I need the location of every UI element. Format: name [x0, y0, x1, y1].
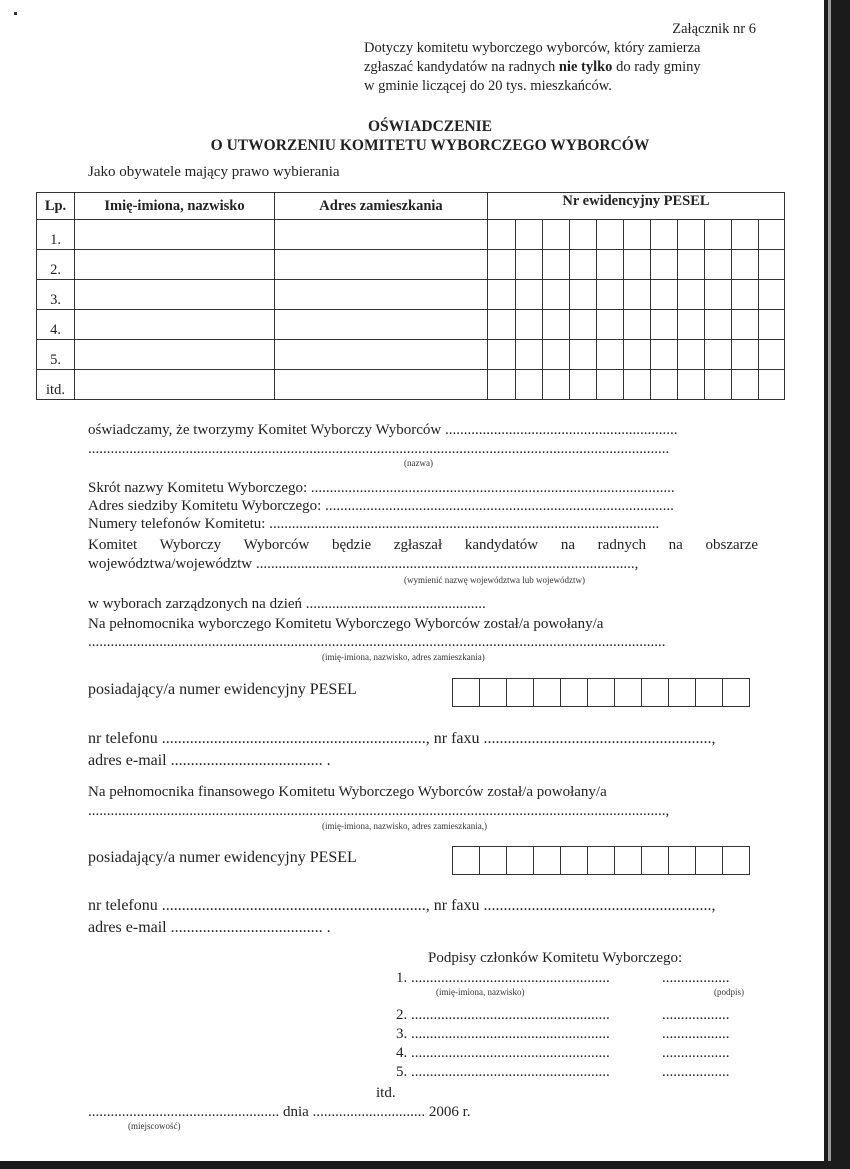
- pesel-digit-cell[interactable]: [516, 370, 543, 400]
- declaration-line[interactable]: oświadczamy, że tworzymy Komitet Wyborczy Wyborców ..............................................................: [88, 422, 678, 438]
- phone-fax-field-2[interactable]: nr telefonu .................................................................., nr faxu .........................................................,: [88, 897, 716, 914]
- address-cell[interactable]: [275, 340, 488, 370]
- pesel-digit-cell[interactable]: [488, 250, 516, 280]
- name-cell[interactable]: [75, 370, 275, 400]
- election-proxy-field[interactable]: ..........................................................................................................................................................: [88, 634, 666, 650]
- header-line-3: w gminie liczącej do 20 tys. mieszkańców.: [364, 78, 612, 94]
- pesel-digit-box[interactable]: [453, 847, 480, 874]
- row-number: itd.: [37, 370, 75, 400]
- financial-proxy-field[interactable]: ..........................................................................................................................................................,: [88, 803, 670, 819]
- pesel-digit-cell[interactable]: [543, 220, 570, 250]
- pesel-digit-cell[interactable]: [651, 220, 678, 250]
- table-row: [37, 220, 785, 250]
- pesel-digit-cell[interactable]: [624, 310, 651, 340]
- pesel-boxes-2[interactable]: [452, 846, 750, 875]
- pesel-digit-box[interactable]: [588, 679, 615, 706]
- scan-speck: [14, 12, 17, 15]
- row-number: 4.: [37, 310, 75, 340]
- caption-name: (nazwa): [404, 458, 433, 468]
- document-subtitle: O UTWORZENIU KOMITETU WYBORCZEGO WYBORCÓW: [210, 137, 650, 154]
- pesel-digit-cell[interactable]: [624, 250, 651, 280]
- pesel-digit-box[interactable]: [480, 847, 507, 874]
- voivodeship-field[interactable]: województwa/województw .....................................................................................................,: [88, 556, 639, 572]
- pesel-digit-cell[interactable]: [570, 310, 597, 340]
- pesel-digit-cell[interactable]: [759, 340, 785, 370]
- table-row: [37, 280, 785, 310]
- pesel-digit-box[interactable]: [615, 847, 642, 874]
- pesel-digit-box[interactable]: [561, 679, 588, 706]
- annex-number: Załącznik nr 6: [672, 21, 756, 37]
- phone-fax-field-1[interactable]: nr telefonu .................................................................., nr faxu .........................................................,: [88, 730, 716, 747]
- signature-name-3[interactable]: 3. .....................................................: [396, 1026, 610, 1042]
- scan-edge-bottom: [0, 1161, 850, 1169]
- pesel-digit-cell[interactable]: [705, 310, 732, 340]
- pesel-digit-cell[interactable]: [488, 310, 516, 340]
- pesel-digit-cell[interactable]: [759, 310, 785, 340]
- signatures-title: Podpisy członków Komitetu Wyborczego:: [428, 950, 683, 966]
- pesel-digit-cell[interactable]: [678, 310, 705, 340]
- seat-address-field[interactable]: Adres siedziby Komitetu Wyborczego: .............................................................................................: [88, 498, 674, 514]
- signature-sign-5[interactable]: ..................: [662, 1064, 730, 1080]
- pesel-digit-box[interactable]: [669, 679, 696, 706]
- pesel-digit-cell[interactable]: [597, 370, 624, 400]
- signature-sign-3[interactable]: ..................: [662, 1026, 730, 1042]
- caption-place: (miejscowość): [128, 1121, 181, 1131]
- pesel-digit-cell[interactable]: [759, 220, 785, 250]
- pesel-digit-box[interactable]: [642, 679, 669, 706]
- phone-numbers-field[interactable]: Numery telefonów Komitetu: ........................................................................................................: [88, 516, 660, 532]
- pesel-digit-box[interactable]: [534, 847, 561, 874]
- row-number: 1.: [37, 220, 75, 250]
- pesel-digit-cell[interactable]: [488, 370, 516, 400]
- signature-name-4[interactable]: 4. .....................................................: [396, 1045, 610, 1061]
- name-cell[interactable]: [75, 280, 275, 310]
- col-address: Adres zamieszkania: [275, 193, 488, 220]
- pesel-digit-cell[interactable]: [651, 370, 678, 400]
- caption-person-2: (imię-imiona, nazwisko, adres zamieszkania,): [322, 821, 487, 831]
- pesel-digit-cell[interactable]: [624, 370, 651, 400]
- pesel-digit-box[interactable]: [480, 679, 507, 706]
- pesel-digit-cell[interactable]: [651, 310, 678, 340]
- pesel-digit-cell[interactable]: [705, 340, 732, 370]
- signature-name-1[interactable]: 1. .....................................................: [396, 970, 610, 986]
- header-line-2: zgłaszać kandydatów na radnych nie tylko do rady gminy: [364, 59, 701, 75]
- pesel-digit-cell[interactable]: [516, 220, 543, 250]
- name-cell[interactable]: [75, 310, 275, 340]
- place-date-field[interactable]: ................................................... dnia .............................. 2006 r.: [88, 1104, 471, 1120]
- pesel-digit-cell[interactable]: [678, 340, 705, 370]
- pesel-digit-cell[interactable]: [516, 310, 543, 340]
- pesel-digit-cell[interactable]: [624, 220, 651, 250]
- address-cell[interactable]: [275, 310, 488, 340]
- pesel-digit-cell[interactable]: [732, 220, 759, 250]
- pesel-digit-cell[interactable]: [624, 280, 651, 310]
- document-title: OŚWIADCZENIE: [367, 118, 493, 135]
- pesel-digit-cell[interactable]: [705, 250, 732, 280]
- header-line-1: Dotyczy komitetu wyborczego wyborców, który zamierza: [364, 40, 701, 56]
- address-cell[interactable]: [275, 250, 488, 280]
- signature-sign-2[interactable]: ..................: [662, 1007, 730, 1023]
- pesel-digit-cell[interactable]: [759, 250, 785, 280]
- pesel-digit-cell[interactable]: [570, 220, 597, 250]
- pesel-boxes-1[interactable]: [452, 678, 750, 707]
- members-table: [36, 192, 785, 400]
- pesel-digit-box[interactable]: [723, 679, 750, 706]
- signature-sign-1[interactable]: ..................: [662, 970, 730, 986]
- caption-sig-sign: (podpis): [714, 987, 744, 997]
- pesel-digit-cell[interactable]: [488, 280, 516, 310]
- pesel-digit-cell[interactable]: [678, 280, 705, 310]
- pesel-label-1: posiadający/a numer ewidencyjny PESEL: [88, 681, 357, 698]
- pesel-digit-box[interactable]: [588, 847, 615, 874]
- row-number: 3.: [37, 280, 75, 310]
- pesel-digit-cell[interactable]: [651, 340, 678, 370]
- pesel-digit-cell[interactable]: [570, 280, 597, 310]
- intro-text: Jako obywatele mający prawo wybierania: [88, 164, 340, 180]
- pesel-digit-box[interactable]: [642, 847, 669, 874]
- pesel-digit-cell[interactable]: [516, 280, 543, 310]
- address-cell[interactable]: [275, 220, 488, 250]
- financial-proxy-label: Na pełnomocnika finansowego Komitetu Wyborczego Wyborców został/a powołany/a: [88, 784, 607, 800]
- pesel-label-2: posiadający/a numer ewidencyjny PESEL: [88, 849, 357, 866]
- pesel-digit-cell[interactable]: [516, 340, 543, 370]
- pesel-digit-cell[interactable]: [516, 250, 543, 280]
- header-note: [364, 20, 764, 96]
- pesel-digit-cell[interactable]: [705, 280, 732, 310]
- pesel-digit-cell[interactable]: [597, 310, 624, 340]
- pesel-digit-cell[interactable]: [732, 340, 759, 370]
- pesel-digit-box[interactable]: [696, 847, 723, 874]
- col-lp: Lp.: [37, 193, 75, 220]
- address-cell[interactable]: [275, 280, 488, 310]
- caption-sig-name: (imię-imiona, nazwisko): [436, 987, 525, 997]
- address-cell[interactable]: [275, 370, 488, 400]
- pesel-digit-cell[interactable]: [651, 250, 678, 280]
- pesel-digit-cell[interactable]: [732, 280, 759, 310]
- pesel-digit-cell[interactable]: [543, 250, 570, 280]
- signature-sign-4[interactable]: ..................: [662, 1045, 730, 1061]
- pesel-digit-cell[interactable]: [678, 250, 705, 280]
- pesel-digit-cell[interactable]: [651, 280, 678, 310]
- col-pesel: Nr ewidencyjny PESEL: [488, 193, 785, 220]
- table-row: [37, 340, 785, 370]
- email-field-2[interactable]: adres e-mail ...................................... .: [88, 919, 331, 936]
- email-field-1[interactable]: adres e-mail ...................................... .: [88, 752, 331, 769]
- pesel-digit-cell[interactable]: [705, 370, 732, 400]
- pesel-digit-box[interactable]: [561, 847, 588, 874]
- pesel-digit-cell[interactable]: [678, 220, 705, 250]
- row-number: 2.: [37, 250, 75, 280]
- etc-label: itd.: [376, 1085, 396, 1101]
- pesel-digit-cell[interactable]: [570, 250, 597, 280]
- pesel-digit-cell[interactable]: [488, 220, 516, 250]
- pesel-digit-cell[interactable]: [597, 340, 624, 370]
- pesel-digit-cell[interactable]: [543, 280, 570, 310]
- pesel-digit-cell[interactable]: [732, 310, 759, 340]
- pesel-digit-cell[interactable]: [570, 370, 597, 400]
- pesel-digit-box[interactable]: [669, 847, 696, 874]
- pesel-digit-box[interactable]: [507, 847, 534, 874]
- pesel-digit-cell[interactable]: [543, 340, 570, 370]
- caption-voivodeship: (wymienić nazwę województwa lub województw): [404, 575, 585, 585]
- pesel-digit-cell[interactable]: [759, 370, 785, 400]
- pesel-digit-cell[interactable]: [732, 250, 759, 280]
- table-row: [37, 370, 785, 400]
- scan-edge-right: [824, 0, 850, 1169]
- pesel-digit-cell[interactable]: [543, 310, 570, 340]
- pesel-digit-cell[interactable]: [488, 340, 516, 370]
- pesel-digit-box[interactable]: [723, 847, 750, 874]
- area-statement: Komitet Wyborczy Wyborców będzie zgłaszał kandydatów na radnych na obszarze: [88, 537, 758, 553]
- pesel-digit-cell[interactable]: [543, 370, 570, 400]
- pesel-digit-cell[interactable]: [705, 220, 732, 250]
- pesel-digit-cell[interactable]: [597, 280, 624, 310]
- signature-name-2[interactable]: 2. .....................................................: [396, 1007, 610, 1023]
- pesel-digit-box[interactable]: [507, 679, 534, 706]
- caption-person-1: (imię-imiona, nazwisko, adres zamieszkania): [322, 652, 485, 662]
- name-cell[interactable]: [75, 220, 275, 250]
- name-cell[interactable]: [75, 340, 275, 370]
- pesel-digit-cell[interactable]: [624, 340, 651, 370]
- table-header-row: [37, 193, 785, 220]
- pesel-digit-cell[interactable]: [597, 220, 624, 250]
- pesel-digit-cell[interactable]: [597, 250, 624, 280]
- name-cell[interactable]: [75, 250, 275, 280]
- table-row: [37, 250, 785, 280]
- pesel-digit-cell[interactable]: [678, 370, 705, 400]
- pesel-digit-cell[interactable]: [732, 370, 759, 400]
- pesel-digit-box[interactable]: [696, 679, 723, 706]
- pesel-digit-cell[interactable]: [759, 280, 785, 310]
- election-proxy-label: Na pełnomocnika wyborczego Komitetu Wyborczego Wyborców został/a powołany/a: [88, 616, 604, 632]
- election-date-field[interactable]: w wyborach zarządzonych na dzień ................................................: [88, 596, 486, 612]
- short-name-field[interactable]: Skrót nazwy Komitetu Wyborczego: .................................................................................................: [88, 480, 675, 496]
- pesel-digit-box[interactable]: [615, 679, 642, 706]
- pesel-digit-box[interactable]: [453, 679, 480, 706]
- row-number: 5.: [37, 340, 75, 370]
- pesel-digit-box[interactable]: [534, 679, 561, 706]
- table-row: [37, 310, 785, 340]
- committee-name-field[interactable]: ...........................................................................................................................................................: [88, 441, 670, 457]
- signature-name-5[interactable]: 5. .....................................................: [396, 1064, 610, 1080]
- pesel-digit-cell[interactable]: [570, 340, 597, 370]
- col-name: Imię-imiona, nazwisko: [75, 193, 275, 220]
